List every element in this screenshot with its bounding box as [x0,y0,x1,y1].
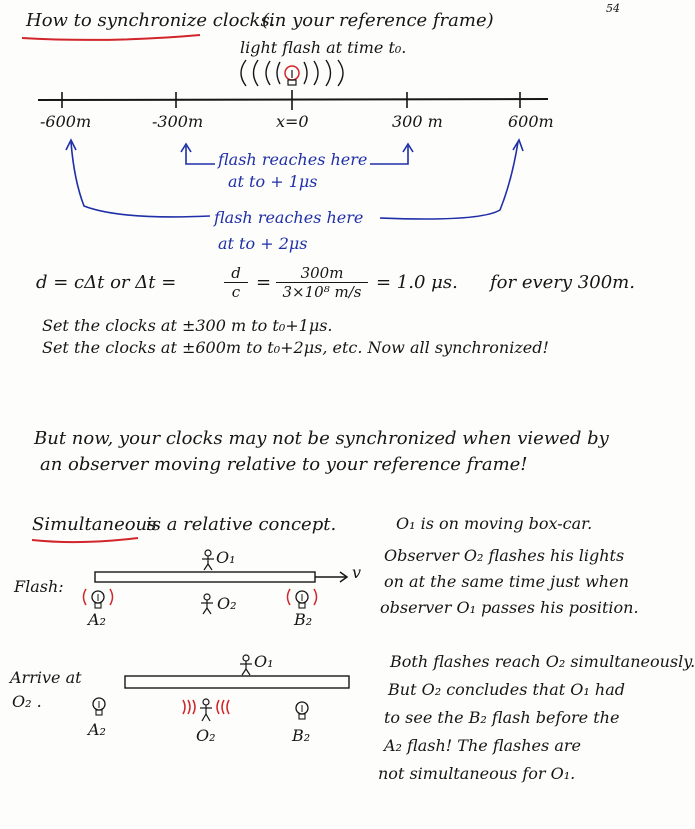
observer-o1-figure-2-icon [240,655,252,675]
note-1-line: on at the same time just when [384,572,629,591]
bulb-a2-2-icon [93,698,105,715]
velocity-label: v [352,563,362,582]
arrive-side-label: Arrive at [10,668,82,687]
o2-label: O₂ [217,594,237,613]
tick-label: -300m [152,112,204,131]
arrive-side-label: O₂ . [12,692,42,711]
a2-label: A₂ [88,610,106,629]
note-2-line: not simultaneous for O₁. [378,764,576,783]
but-now-line1: But now, your clocks may not be synchronized when viewed by [34,428,609,449]
equation-lhs: d = cΔt or Δt = [36,272,177,293]
page-title-suffix: (in your reference frame) [262,10,494,31]
bulb-a2-icon [84,589,113,608]
o1-label: O₁ [216,548,236,567]
observer-o1-figure-icon [202,550,214,570]
note-2-line: Both flashes reach O₂ simultaneously. [390,652,695,671]
simultaneous-heading: Simultaneous [32,514,157,535]
tick-label: x=0 [276,112,309,131]
tick-label: -600m [40,112,92,131]
fraction-d-over-c [224,264,248,301]
reach-2us-line1: flash reaches here [214,208,364,227]
bulb-b2-icon [288,589,317,608]
o1-label: O₁ [254,652,274,671]
fraction-numerator: 300m [276,264,368,283]
note-2-line: But O₂ concludes that O₁ had [388,680,625,699]
simultaneous-underline [32,538,138,542]
boxcar-1 [95,572,315,582]
a2-label: A₂ [88,720,106,739]
page-title: How to synchronize clocks. [26,10,276,31]
observer-o2-figure-2-icon [200,699,212,721]
flash-label: light flash at time t₀. [240,38,407,57]
page-number: 54 [606,2,620,15]
note-1-line: observer O₁ passes his position. [380,598,639,617]
equation-result: = 1.0 μs. [376,272,458,293]
bulb-b2-2-icon [296,702,308,719]
equation-tail: for every 300m. [490,272,635,293]
note-1-line: Observer O₂ flashes his lights [384,546,625,565]
reach-1us-line1: flash reaches here [218,150,368,169]
but-now-line2: an observer moving relative to your reference frame! [40,454,528,475]
fraction-denominator: c [231,283,241,301]
velocity-arrow-icon [315,572,347,582]
light-bulb-icon [285,66,299,85]
b2-label: B₂ [294,610,313,629]
flash-side-label: Flash: [14,577,64,596]
fraction-300m [276,264,368,301]
set-line-300: Set the clocks at ±300 m to t₀+1μs. [42,316,333,335]
equals-sign: = [256,272,272,293]
observer-o2-figure-icon [201,594,213,614]
tick-label: 600m [508,112,554,131]
o2-label: O₂ [196,726,216,745]
note-2-line: to see the B₂ flash before the [384,708,620,727]
reach-1us-line2: at to + 1μs [228,172,318,191]
set-line-600: Set the clocks at ±600m to t₀+2μs, etc. Now all synchronized! [42,338,549,357]
simultaneous-rest: is a relative concept. [146,514,337,535]
fraction-numerator: d [224,264,248,283]
tick-label: 300 m [392,112,443,131]
fraction-denominator: 3×10⁸ m/s [282,283,362,301]
reach-2us-line2: at to + 2μs [218,234,308,253]
note-1-line: O₁ is on moving box-car. [396,514,593,533]
note-2-line: A₂ flash! The flashes are [384,736,581,755]
b2-label: B₂ [292,726,311,745]
boxcar-2 [125,676,349,688]
heading-underline [22,35,200,40]
axis-line [38,99,548,100]
